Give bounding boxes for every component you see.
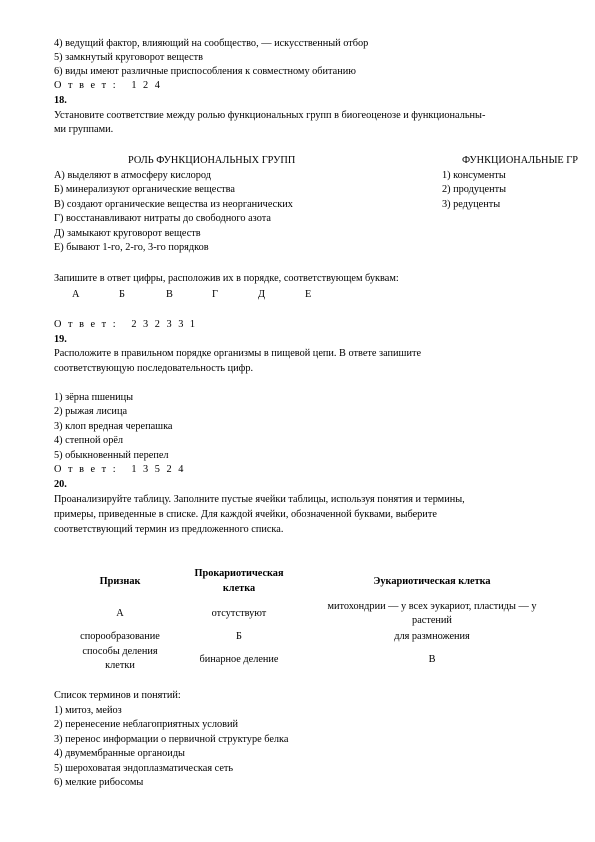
q17-option-4: 4) ведущий фактор, влияющий на сообщество, — искусственный отбор [54, 38, 369, 49]
q18-role-e: Е) бывают 1-го, 2-го, 3-го порядков [54, 242, 209, 253]
q20-list-title: Список терминов и понятий: [54, 690, 181, 701]
table-cell-a: А [116, 608, 124, 619]
q20-task-line-1: Проанализируйте таблицу. Заполните пустые ячейки таблицы, используя понятия и термины, [54, 494, 465, 505]
table-cell-eukaryote-organelles-line-1: митохондрии — у всех эукариот, пластиды — у [327, 601, 537, 612]
q19-item-5: 5) обыкновенный перепел [54, 450, 169, 461]
q19-task-line-1: Расположите в правильном порядке организмы в пищевой цепи. В ответе запишите [54, 348, 422, 359]
q18-role-b: Б) минерализуют органические вещества [54, 184, 235, 195]
q20-task-line-3: соответствующий термин из предложенного списка. [54, 524, 284, 535]
q18-group-1: 1) консументы [442, 170, 506, 181]
q18-instruction: Запишите в ответ цифры, расположив их в порядке, соответствующем буквам: [54, 273, 399, 284]
table-cell-binary-fission: бинарное деление [199, 654, 279, 665]
table-header-eukaryote: Эукариотическая клетка [373, 576, 491, 587]
q19-answer: О т в е т : 1 3 5 2 4 [54, 464, 186, 475]
q18-letter-a: А [72, 289, 80, 300]
q20-term-4: 4) двумембранные органоиды [54, 748, 185, 759]
q18-group-3: 3) редуценты [442, 199, 501, 210]
q18-role-g: Г) восстанавливают нитраты до свободного азота [54, 213, 271, 224]
q18-task-line-1: Установите соответствие между ролью функциональных групп в биогеоценозе и функциональны- [54, 110, 486, 121]
q18-letter-v: В [166, 289, 173, 300]
q19-item-4: 4) степной орёл [54, 435, 124, 446]
q19-number: 19. [54, 334, 67, 345]
q17-answer: О т в е т : 1 2 4 [54, 80, 162, 91]
q20-number: 20. [54, 479, 67, 490]
q19-item-2: 2) рыжая лисица [54, 406, 128, 417]
q18-role-d: Д) замыкают круговорот веществ [54, 228, 201, 239]
table-cell-division-line-2: клетки [105, 660, 135, 671]
q18-letter-e: Е [305, 289, 312, 300]
table-cell-division-line-1: способы деления [82, 646, 158, 657]
q19-item-3: 3) клоп вредная черепашка [54, 421, 173, 432]
q19-item-1: 1) зёрна пшеницы [54, 392, 134, 403]
q18-group-2: 2) продуценты [442, 184, 507, 195]
table-cell-prokaryote-organelles: отсутствуют [211, 608, 267, 619]
table-header-feature: Признак [99, 576, 141, 587]
table-cell-reproduction: для размножения [394, 631, 470, 642]
q20-term-5: 5) шероховатая эндоплазматическая сеть [54, 763, 234, 774]
q20-term-2: 2) перенесение неблагоприятных условий [54, 719, 239, 730]
q18-task-line-2: ми группами. [54, 124, 114, 135]
q17-option-6: 6) виды имеют различные приспособления к совместному обитанию [54, 66, 356, 77]
q18-letter-g: Г [212, 289, 218, 300]
table-cell-sporulation: спорообразование [80, 631, 160, 642]
q20-term-3: 3) перенос информации о первичной структуре белка [54, 734, 289, 745]
q20-task-line-2: примеры, приведенные в списке. Для каждой ячейки, обозначенной буквами, выберите [54, 509, 437, 520]
q20-term-1: 1) митоз, мейоз [54, 705, 122, 716]
q18-role-a: А) выделяют в атмосферу кислород [54, 170, 211, 181]
q18-number: 18. [54, 95, 67, 106]
table-cell-b: Б [236, 631, 242, 642]
q18-column-right-header: ФУНКЦИОНАЛЬНЫЕ ГР [462, 155, 578, 166]
table-header-prokaryote-line-1: Прокариотическая [194, 568, 284, 579]
table-cell-eukaryote-organelles-line-2: растений [412, 615, 452, 626]
q19-task-line-2: соответствующую последовательность цифр. [54, 363, 254, 374]
table-header-prokaryote-line-2: клетка [222, 583, 256, 594]
q20-term-6: 6) мелкие рибосомы [54, 777, 144, 788]
q18-column-left-header: РОЛЬ ФУНКЦИОНАЛЬНЫХ ГРУПП [128, 155, 296, 166]
q18-letter-b: Б [119, 289, 125, 300]
table-cell-v: В [428, 654, 436, 665]
q17-option-5: 5) замкнутый круговорот веществ [54, 52, 203, 63]
q18-role-v: В) создают органические вещества из неорганических [54, 199, 293, 210]
q18-answer: О т в е т : 2 3 2 3 3 1 [54, 319, 198, 330]
q18-letter-d: Д [258, 289, 266, 300]
